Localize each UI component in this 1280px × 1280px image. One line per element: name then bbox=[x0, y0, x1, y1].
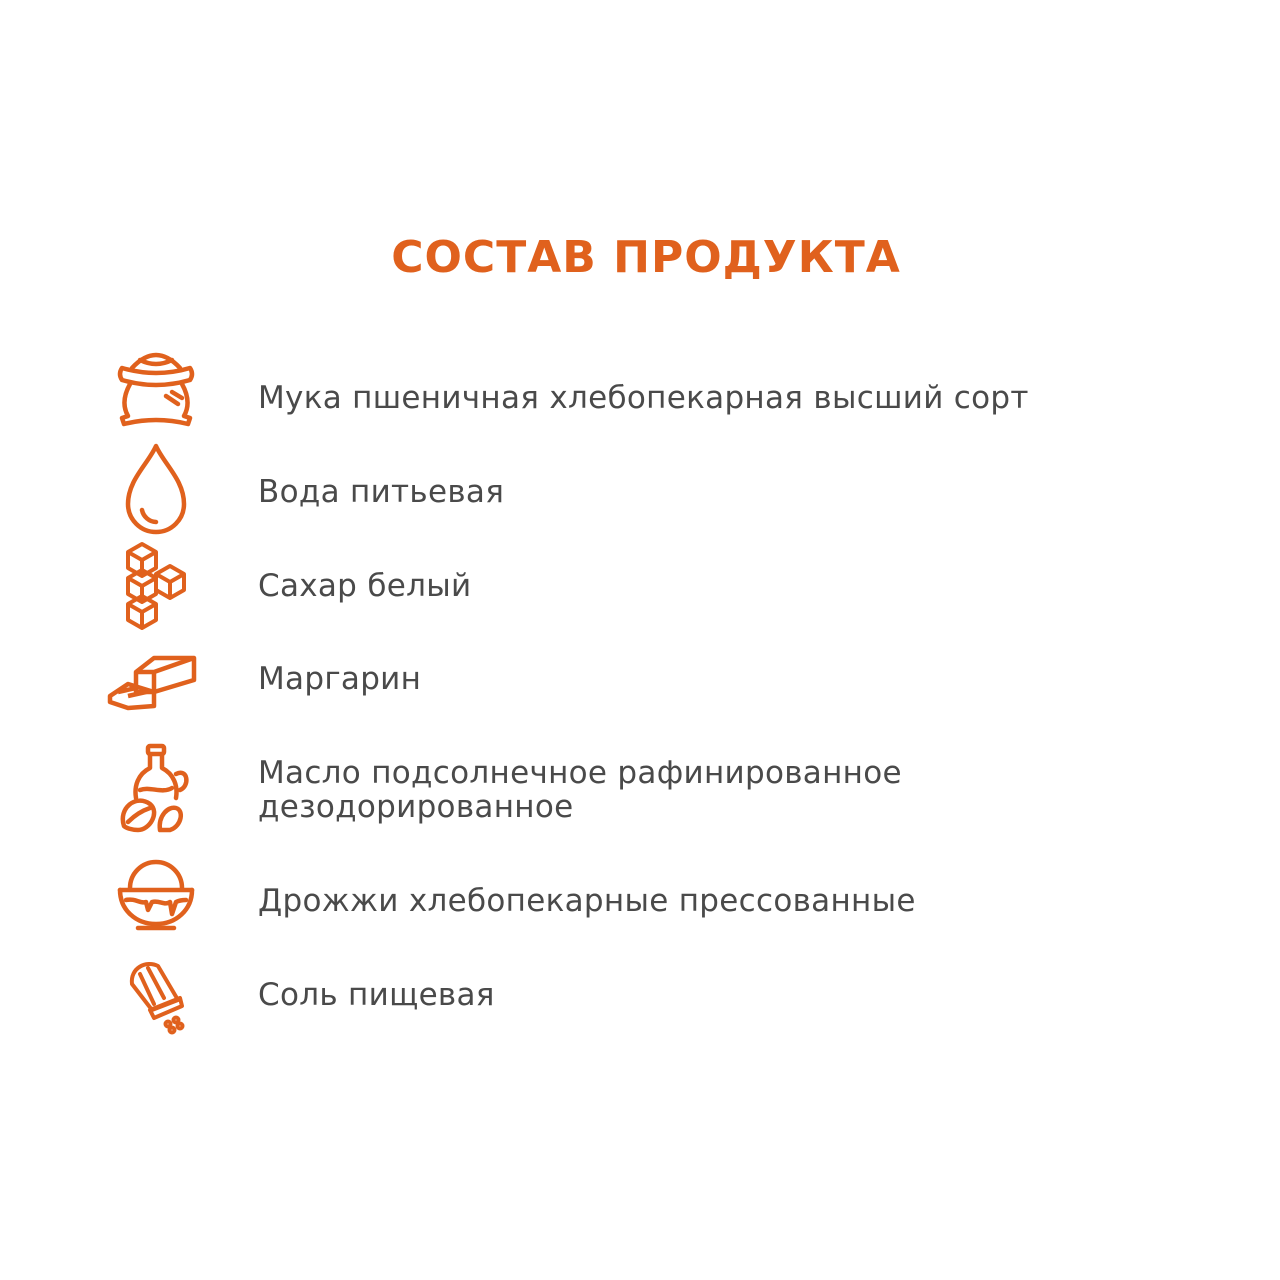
ingredient-yeast bbox=[258, 884, 1158, 918]
ingredient-flour bbox=[258, 381, 1158, 415]
margarine-block-icon bbox=[106, 630, 206, 730]
oil-flask-icon bbox=[110, 738, 210, 838]
ingredient-oil bbox=[258, 756, 1158, 824]
ingredient-label: Масло подсолнечное рафинированное bbox=[258, 755, 902, 791]
ingredient-label: Дрожжи хлебопекарные прессованные bbox=[258, 883, 916, 919]
ingredient-water bbox=[258, 475, 1158, 509]
ingredient-label: Вода питьевая bbox=[258, 474, 505, 510]
page-title: СОСТАВ ПРОДУКТА bbox=[391, 232, 901, 283]
yeast-bowl-icon bbox=[106, 852, 206, 952]
ingredient-margarine bbox=[258, 662, 1158, 696]
salt-shaker-icon bbox=[106, 948, 206, 1048]
ingredient-label: Соль пищевая bbox=[258, 977, 495, 1013]
ingredient-label: Сахар белый bbox=[258, 568, 472, 604]
flour-sack-icon bbox=[106, 346, 206, 446]
ingredient-label: дезодорированное bbox=[258, 789, 574, 825]
water-drop-icon bbox=[106, 440, 206, 540]
ingredient-label: Маргарин bbox=[258, 661, 422, 697]
sugar-cubes-icon bbox=[106, 532, 206, 632]
ingredient-salt bbox=[258, 978, 1158, 1012]
ingredient-sugar bbox=[258, 569, 1158, 603]
ingredient-label: Мука пшеничная хлебопекарная высший сорт bbox=[258, 380, 1029, 416]
